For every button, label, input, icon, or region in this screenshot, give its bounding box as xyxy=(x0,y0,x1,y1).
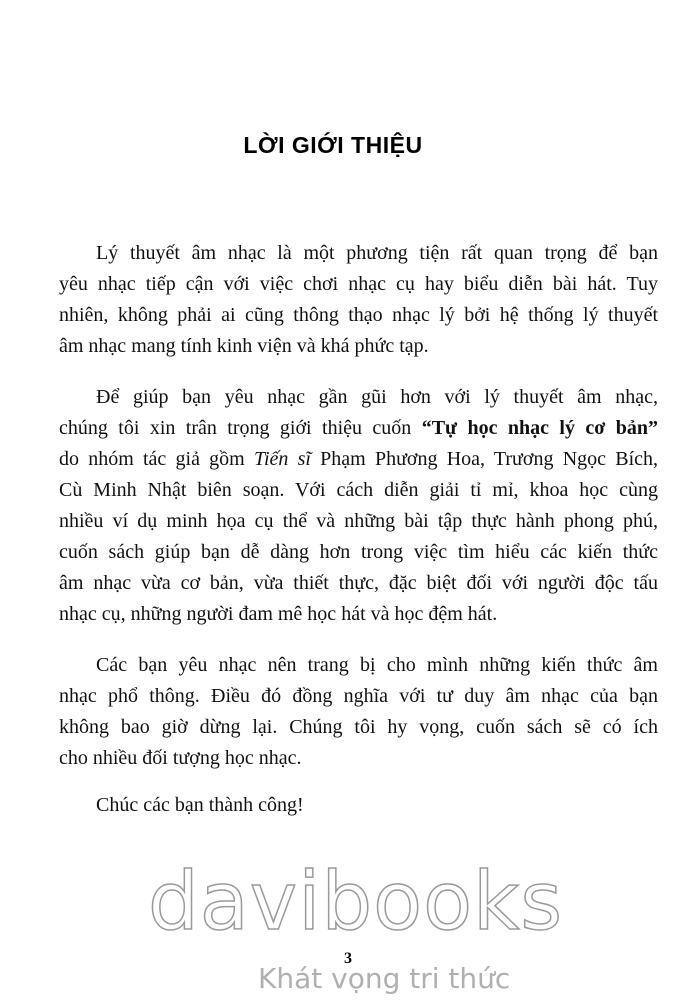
paragraph-1-line-2: yêu nhạc tiếp cận với việc chơi nhạc cụ hay biểu diễn bài hát. Tuy xyxy=(59,273,658,295)
paragraph-2-line-2 xyxy=(59,413,658,444)
paragraph-3-line-2: nhạc phổ thông. Điều đó đồng nghĩa với tư duy âm nhạc của bạn xyxy=(59,685,658,707)
paragraph-2-line-2-text: chúng tôi xin trân trọng giới thiệu cuốn xyxy=(59,417,422,439)
paragraph-3 xyxy=(59,650,658,774)
page-title: LỜI GIỚI THIỆU xyxy=(243,132,423,158)
book-title: “Tự học nhạc lý cơ bản” xyxy=(421,417,658,439)
paragraph-2-line-3 xyxy=(59,444,658,475)
paragraph-2 xyxy=(59,382,659,630)
paragraph-3-line-4: cho nhiều đối tượng học nhạc. xyxy=(59,747,302,769)
closing-line: Chúc các bạn thành công! xyxy=(96,794,304,816)
page-number: 3 xyxy=(344,950,352,967)
paragraph-1-line-3: nhiên, không phải ai cũng thông thạo nhạc lý bởi hệ thống lý thuyết xyxy=(59,304,658,326)
intro-body xyxy=(59,238,659,794)
watermark-tagline: Khát vọng tri thức xyxy=(258,962,511,995)
author-title: Tiến sĩ xyxy=(253,448,311,470)
paragraph-2-line-3-after: Phạm Phương Hoa, Trương Ngọc Bích, xyxy=(310,448,659,470)
paragraph-1 xyxy=(59,238,658,362)
paragraph-2-line-8: nhạc cụ, những người đam mê học hát và học đệm hát. xyxy=(59,603,498,625)
paragraph-3-line-3: không bao giờ dừng lại. Chúng tôi hy vọng, cuốn sách sẽ có ích xyxy=(59,716,658,738)
paragraph-1-line-4: âm nhạc mang tính kinh viện và khá phức tạp. xyxy=(59,335,429,357)
watermark-logo: davibooks xyxy=(148,855,564,948)
paragraph-2-line-5: nhiều ví dụ minh họa cụ thể và những bài tập thực hành phong phú, xyxy=(59,510,658,532)
paragraph-2-line-3-before: do nhóm tác giả gồm xyxy=(59,448,254,470)
paragraph-2-line-7: âm nhạc vừa cơ bản, vừa thiết thực, đặc biệt đối với người độc tấu xyxy=(59,572,658,594)
paragraph-2-line-6: cuốn sách giúp bạn dễ dàng hơn trong việc tìm hiểu các kiến thức xyxy=(59,541,658,563)
paragraph-3-line-1: Các bạn yêu nhạc nên trang bị cho mình những kiến thức âm xyxy=(96,654,658,676)
paragraph-2-line-4: Cù Minh Nhật biên soạn. Với cách diễn giải tỉ mỉ, khoa học cùng xyxy=(59,479,658,501)
paragraph-1-line-1: Lý thuyết âm nhạc là một phương tiện rất quan trọng để bạn xyxy=(96,242,658,264)
paragraph-2-line-1: Để giúp bạn yêu nhạc gần gũi hơn với lý thuyết âm nhạc, xyxy=(96,386,658,408)
